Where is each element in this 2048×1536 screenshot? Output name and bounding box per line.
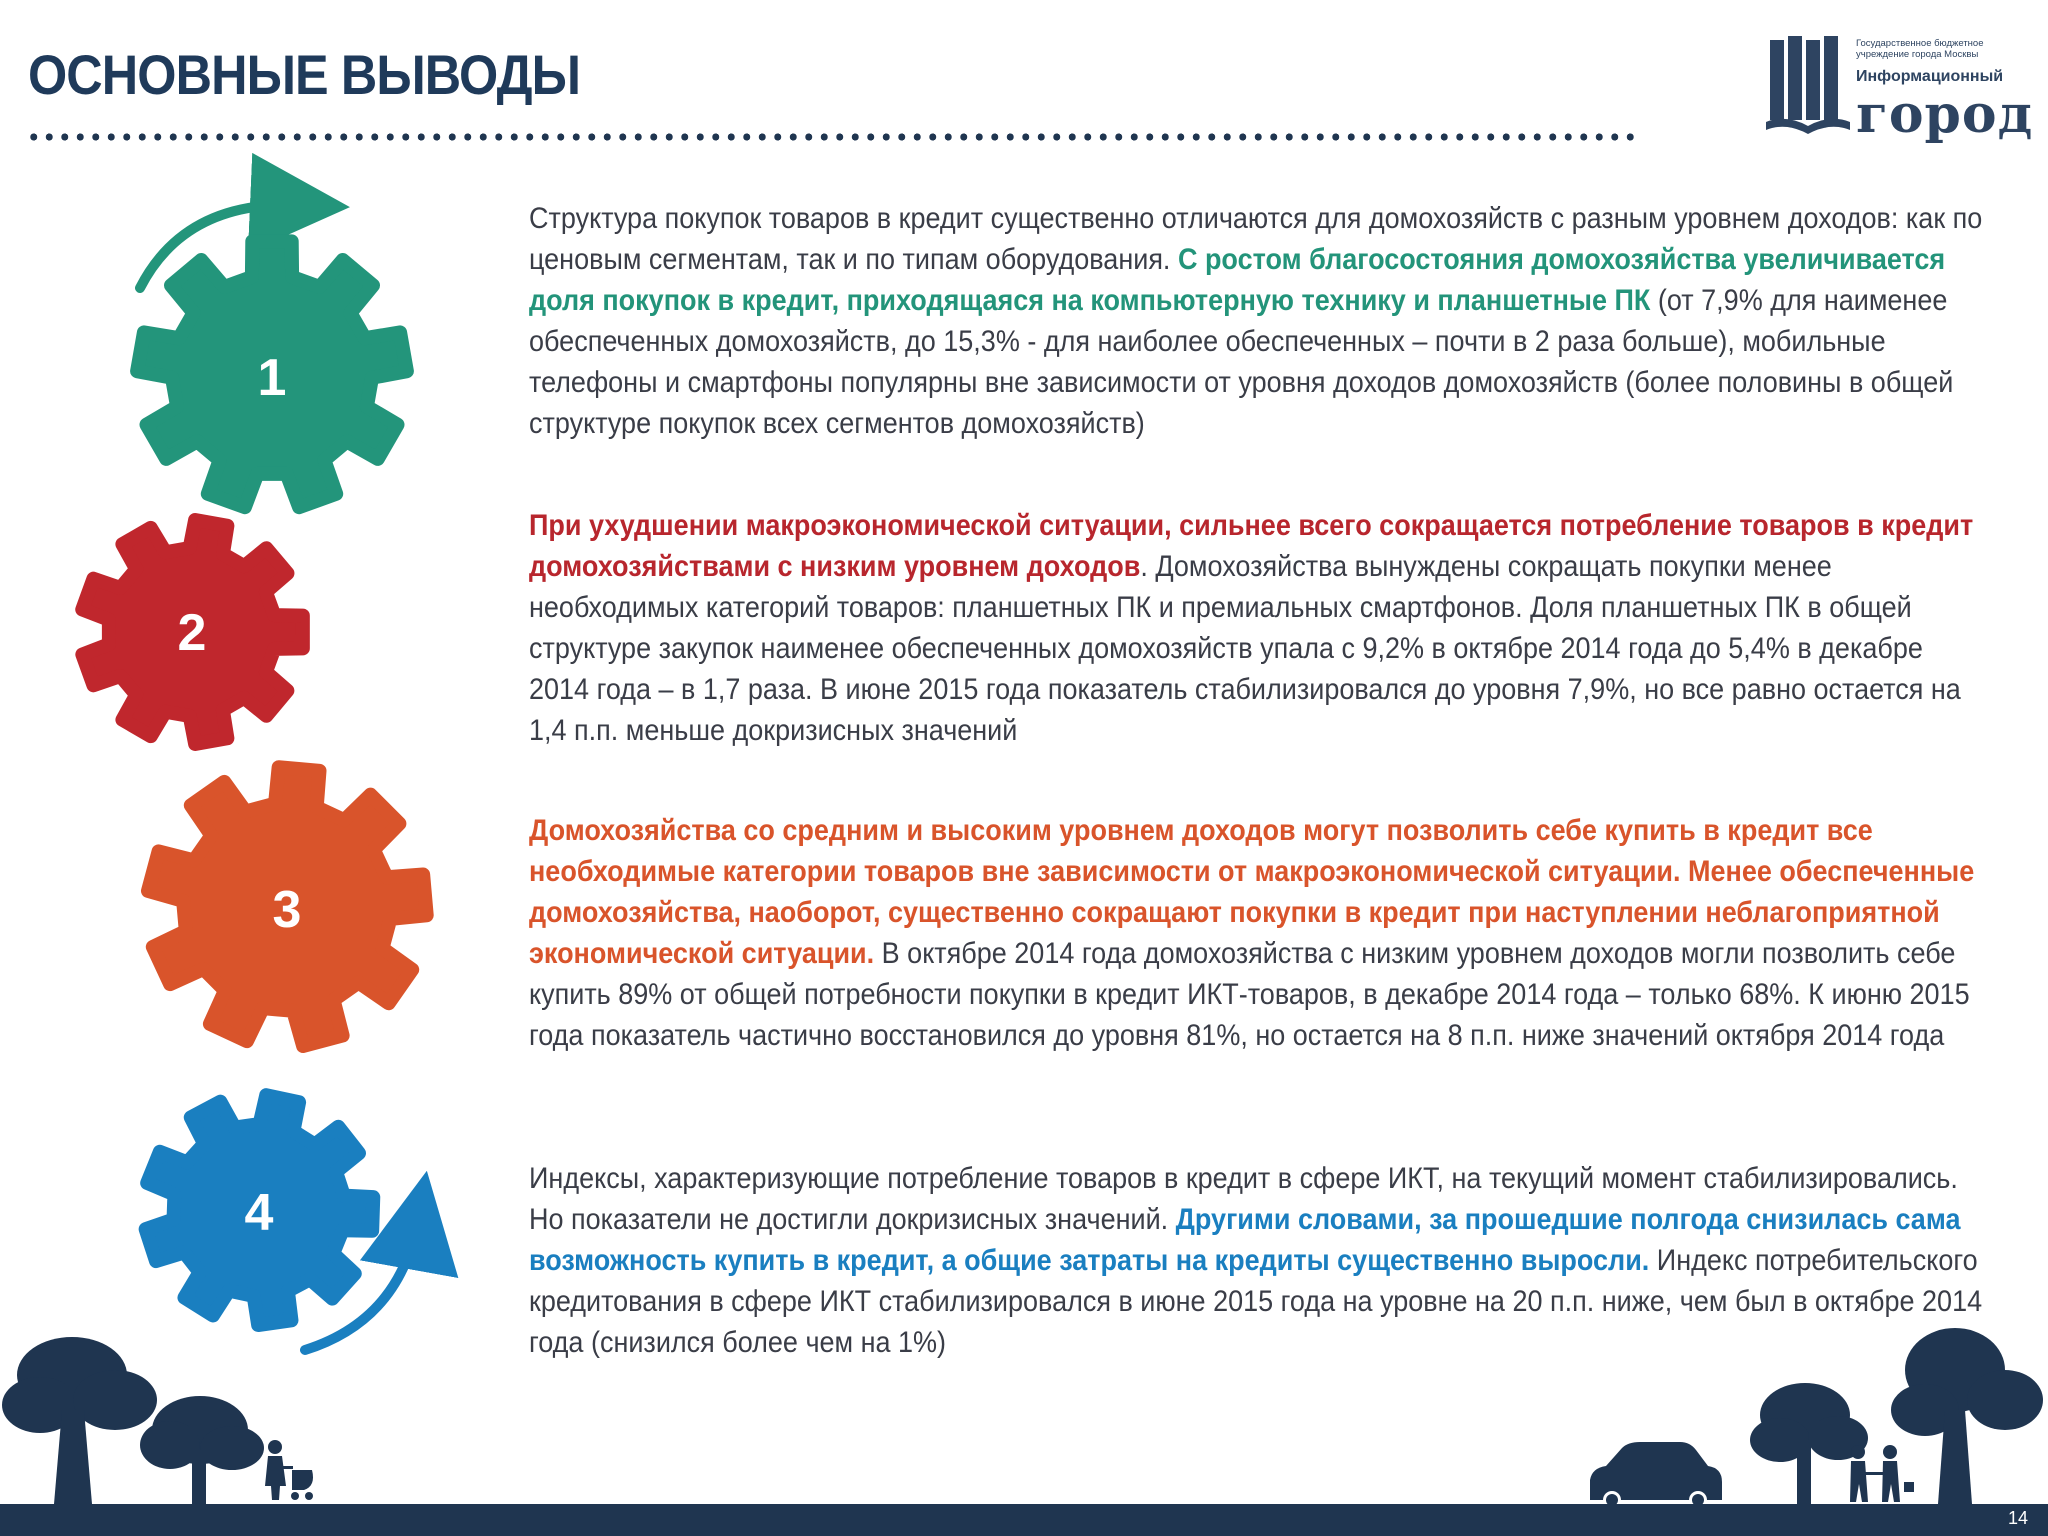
- gear-1-number: 1: [257, 349, 287, 407]
- logo-line4: город: [1856, 84, 2034, 145]
- gear-4-number: 4: [244, 1184, 274, 1242]
- conclusion-2-body: . Домохозяйства вынуждены сокращать покупки менее необходимых категорий товаров: планшетных ПК и премиальных смартфонов. Доля планшетных ПК в общей структуре закупок наименее обеспеченных домохозяйств упала с 9,2% в октябре 2014 года до 5,4% в декабре 2014 года – в 1,7 раза. В июне 2015 года показатель стабилизировался до уровня 7,9%, но все равно остается на 1,4 п.п. меньше докризисных значений: [529, 550, 1961, 747]
- gear-3-number: 3: [272, 881, 302, 939]
- footer-bar: [0, 1504, 2048, 1536]
- conclusion-4-body: Индекс потребительского кредитования в сфере ИКТ стабилизировался в июне 2015 года на уровне на 20 п.п. ниже, чем был в октябре 2014 года (снизился более чем на 1%): [529, 1244, 1983, 1359]
- gear-2-number: 2: [177, 604, 207, 662]
- conclusion-2: [529, 505, 1987, 751]
- conclusion-2-highlight: При ухудшении макроэкономической ситуации, сильнее всего сокращается потребление товаров в кредит домохозяйствами с низким уровнем доходов: [529, 509, 1974, 583]
- book-logo-icon: [1764, 34, 1854, 134]
- conclusion-4-intro: Индексы, характеризующие потребление товаров в кредит в сфере ИКТ, на текущий момент стабилизировались. Но показатели не достигли докризисных значений.: [529, 1162, 1958, 1236]
- logo: [1764, 30, 2034, 150]
- logo-line3: Информационный: [1856, 68, 2004, 85]
- conclusion-1-intro: Структура покупок товаров в кредит существенно отличаются для домохозяйств с разным уровнем доходов: как по ценовым сегментам, так и по типам оборудования.: [529, 202, 1983, 276]
- car-icon: [1590, 1442, 1722, 1509]
- tree-icon: [1750, 1383, 1868, 1504]
- conclusion-4-highlight: Другими словами, за прошедшие полгода снизилась сама возможность купить в кредит, а общие затраты на кредиты существенно выросли.: [529, 1203, 1961, 1277]
- conclusion-3-highlight: Домохозяйства со средним и высоким уровнем доходов могут позволить себе купить в кредит все необходимые категории товаров вне зависимости от макроэкономической ситуации. Менее обеспеченные домохозяйства, наоборот, существенно сокращают покупки в кредит при наступлении неблагоприятной экономической ситуации.: [529, 814, 1975, 970]
- page-title: ОСНОВНЫЕ ВЫВОДЫ: [28, 43, 581, 106]
- conclusion-1: [529, 198, 1987, 444]
- page-number: 14: [2007, 1508, 2028, 1528]
- logo-subtitle: [1856, 38, 1984, 60]
- logo-line2: учреждение города Москвы: [1856, 49, 1979, 60]
- conclusion-4: [529, 1158, 1987, 1363]
- person-with-stroller-icon: [265, 1440, 313, 1500]
- logo-line1: Государственное бюджетное: [1856, 38, 1984, 49]
- gears-graphic: [0, 0, 520, 1420]
- conclusion-3: [529, 810, 1987, 1056]
- conclusion-3-body: В октябре 2014 года домохозяйства с низким уровнем доходов могли позволить себе купить 89% от общей потребности покупки в кредит ИКТ-товаров, в декабре 2014 года – только 68%. К июню 2015 года показатель частично восстановился до уровня 81%, но остается на 8 п.п. ниже значений октября 2014 года: [529, 937, 1970, 1052]
- people-shaking-hands-icon: [1850, 1445, 1914, 1502]
- conclusion-1-highlight: С ростом благосостояния домохозяйства увеличивается доля покупок в кредит, приходящаяся на компьютерную технику и планшетные ПК: [529, 243, 1946, 317]
- conclusion-1-body: (от 7,9% для наименее обеспеченных домохозяйств, до 15,3% - для наиболее обеспеченных – почти в 2 раза больше), мобильные телефоны и смартфоны популярны вне зависимости от уровня доходов домохозяйств (более половины в общей структуре покупок всех сегментов домохозяйств): [529, 284, 1954, 440]
